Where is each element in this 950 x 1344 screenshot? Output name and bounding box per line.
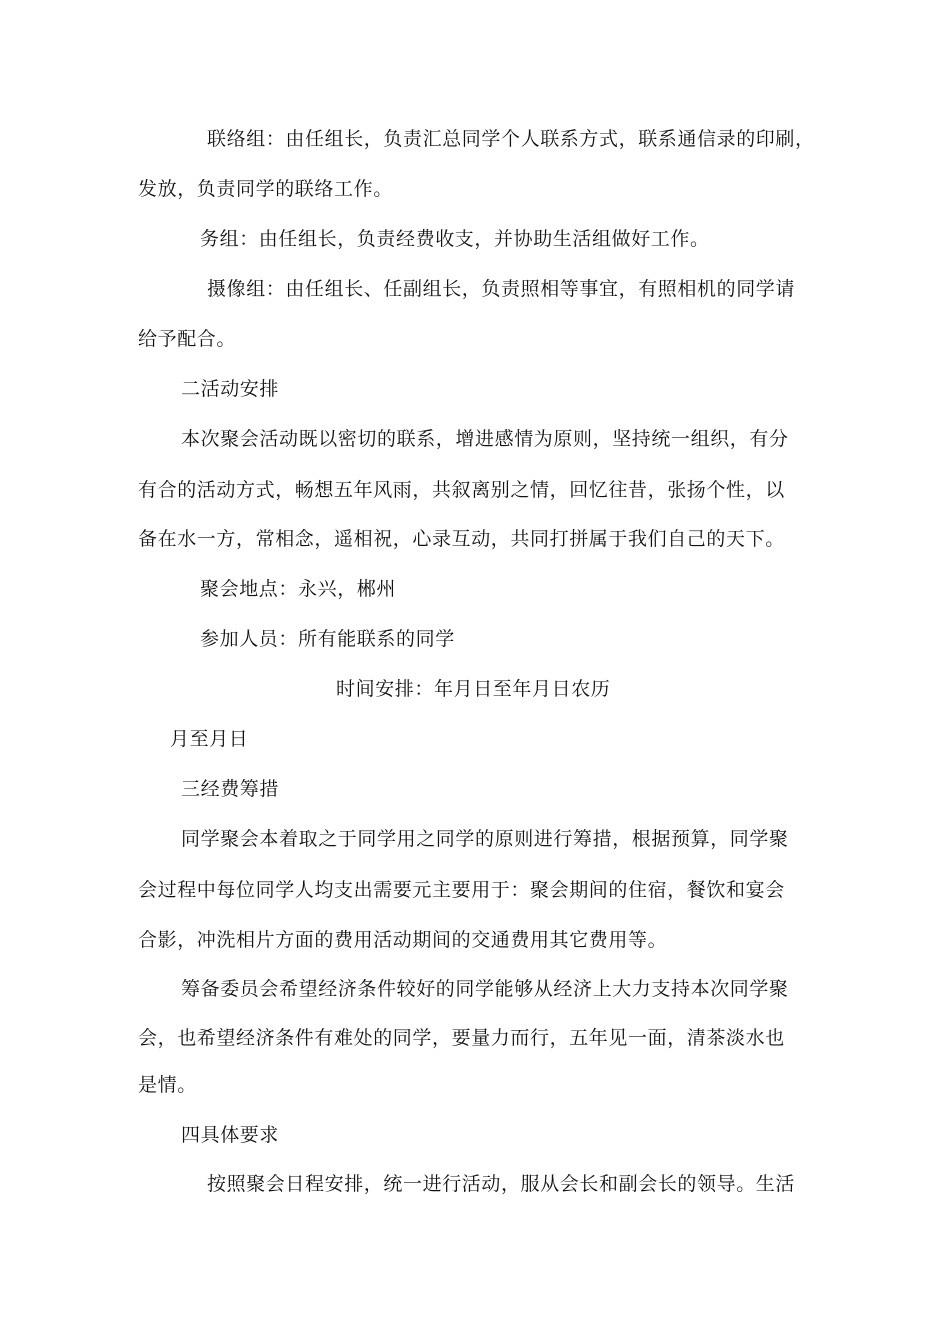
text-line: 是情。	[138, 1074, 197, 1096]
text-line: 有合的活动方式，畅想五年风雨，共叙离别之情，回忆往昔，张扬个性，以	[138, 479, 785, 501]
section-heading: 二活动安排	[181, 378, 280, 400]
text-line: 发放，负责同学的联络工作。	[138, 178, 393, 200]
text-line: 月至月日	[170, 728, 249, 750]
section-heading: 三经费筹措	[181, 778, 280, 800]
text-line: 参加人员：所有能联系的同学	[200, 628, 455, 650]
text-line: 备在水一方，常相念，遥相祝，心录互动，共同打拼属于我们自己的天下。	[138, 528, 785, 550]
text-line: 筹备委员会希望经济条件较好的同学能够从经济上大力支持本次同学聚	[181, 978, 789, 1000]
text-line: 时间安排：年月日至年月日农历	[336, 678, 611, 700]
text-line: 务组：由任组长，负责经费收支，并协助生活组做好工作。	[200, 228, 710, 250]
text-line: 给予配合。	[138, 328, 237, 350]
text-line: 按照聚会日程安排，统一进行活动，服从会长和副会长的领导。生活	[207, 1173, 796, 1195]
text-line: 摄像组：由任组长、任副组长，负责照相等事宜，有照相机的同学请	[207, 278, 796, 300]
text-line: 会过程中每位同学人均支出需要元主要用于：聚会期间的住宿，餐饮和宴会	[138, 879, 785, 901]
text-line: 本次聚会活动既以密切的联系，增进感情为原则，坚持统一组织，有分	[181, 428, 789, 450]
text-line: 合影，冲洗相片方面的费用活动期间的交通费用其它费用等。	[138, 929, 668, 951]
text-line: 同学聚会本着取之于同学用之同学的原则进行筹措，根据预算，同学聚	[181, 828, 789, 850]
text-line: 联络组：由任组长，负责汇总同学个人联系方式，联系通信录的印刷，	[207, 128, 815, 150]
section-heading: 四具体要求	[181, 1124, 280, 1146]
text-line: 会，也希望经济条件有难处的同学，要量力而行，五年见一面，清茶淡水也	[138, 1027, 785, 1049]
text-line: 聚会地点：永兴，郴州	[200, 578, 397, 600]
